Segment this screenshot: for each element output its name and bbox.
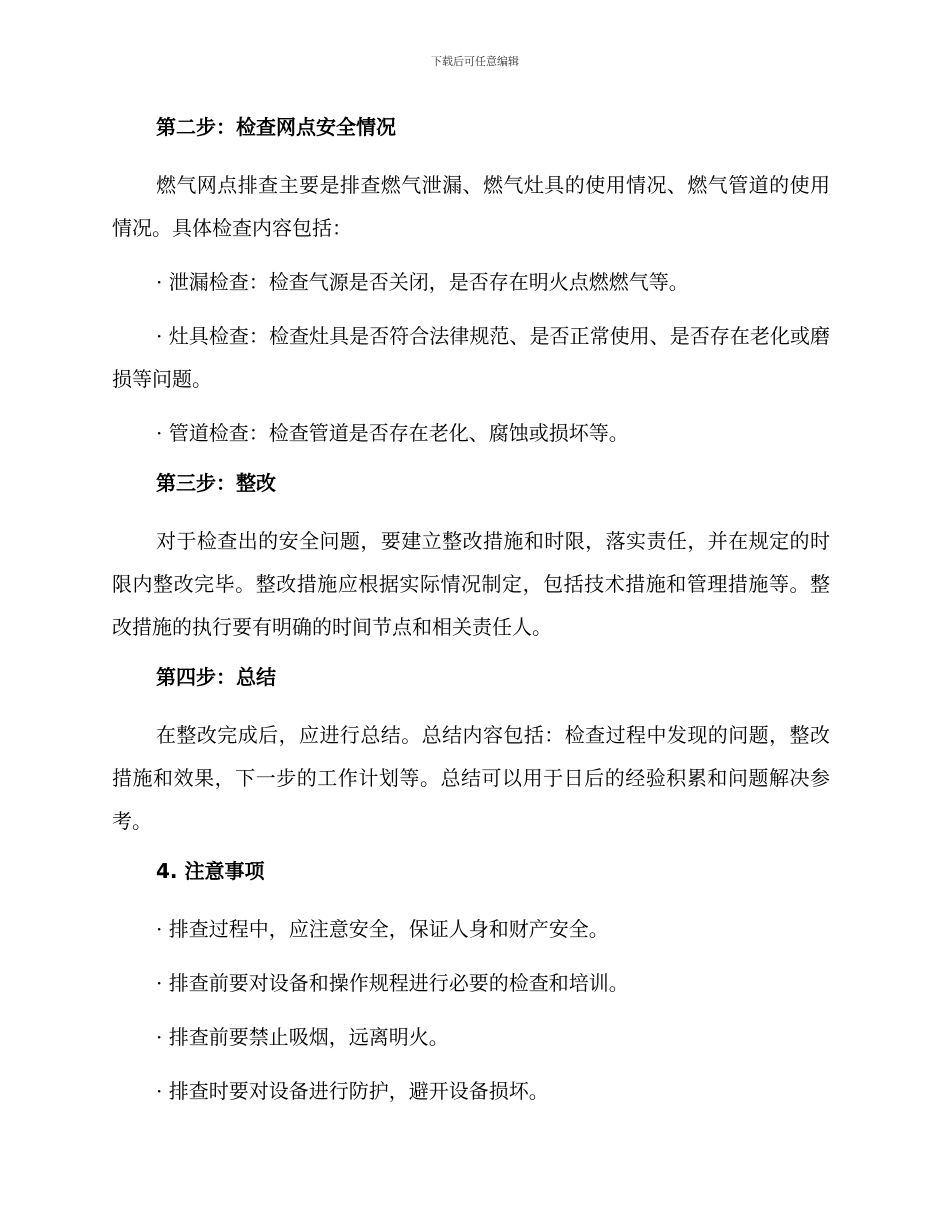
bullet-note-training: · 排查前要对设备和操作规程进行必要的检查和培训。	[156, 971, 629, 995]
bullet-leak-check: · 泄漏检查：检查气源是否关闭，是否存在明火点燃燃气等。	[156, 270, 689, 294]
section-heading-step2: 第二步：检查网点安全情况	[156, 115, 396, 139]
bullet-stove-check: · 灶具检查：检查灶具是否符合法律规范、是否正常使用、是否存在老化或磨损等问题。	[112, 324, 830, 391]
paragraph-step2-intro: 燃气网点排查主要是排查燃气泄漏、燃气灶具的使用情况、燃气管道的使用情况。具体检查内容包括：	[112, 173, 830, 240]
bullet-note-no-smoking: · 排查前要禁止吸烟，远离明火。	[156, 1025, 449, 1049]
paragraph-step3-body: 对于检查出的安全问题，要建立整改措施和时限，落实责任，并在规定的时限内整改完毕。整改措施应根据实际情况制定，包括技术措施和管理措施等。整改措施的执行要有明确的时间节点和相关责任人。	[112, 529, 830, 639]
bullet-note-protection: · 排查时要对设备进行防护，避开设备损坏。	[156, 1079, 549, 1103]
section-heading-step4: 第四步：总结	[156, 665, 276, 689]
page-header: 下载后可任意编辑	[431, 55, 519, 68]
section-heading-step3: 第三步：整改	[156, 471, 276, 495]
bullet-pipe-check: · 管道检查：检查管道是否存在老化、腐蚀或损坏等。	[156, 421, 629, 445]
document-body	[112, 110, 830, 1124]
section-heading-notes: 4. 注意事项	[156, 859, 265, 883]
bullet-note-safety: · 排查过程中，应注意安全，保证人身和财产安全。	[156, 917, 609, 941]
paragraph-step4-body: 在整改完成后，应进行总结。总结内容包括：检查过程中发现的问题，整改措施和效果，下一步的工作计划等。总结可以用于日后的经验积累和问题解决参考。	[112, 723, 830, 833]
